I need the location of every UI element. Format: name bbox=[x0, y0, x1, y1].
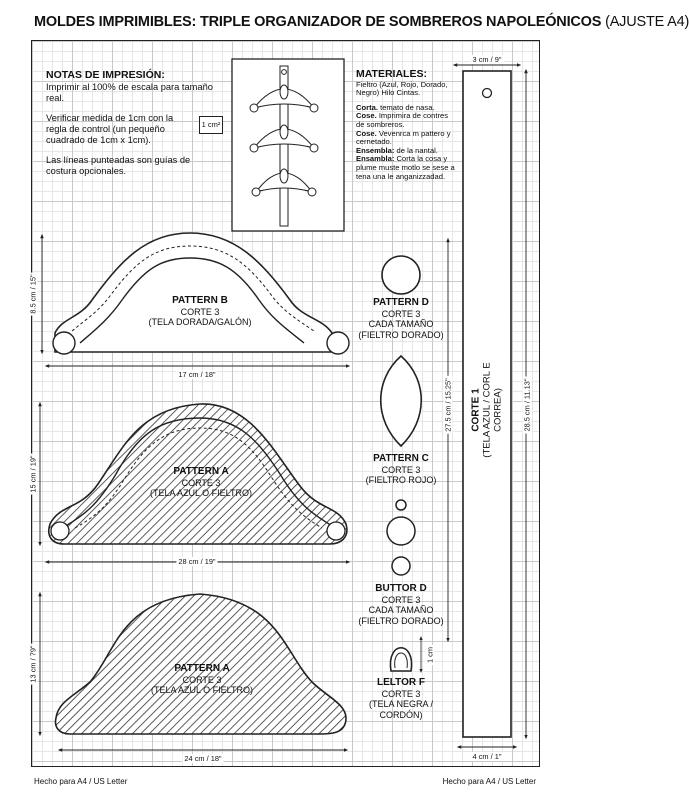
pattern-a-bottom-width: 24 cm / 18" bbox=[184, 754, 222, 763]
materials-step: Ensembla: de la nantal. bbox=[356, 145, 438, 155]
pattern-b-label: PATTERN B CORTE 3 (TELA DORADA/GALÓN) bbox=[148, 295, 252, 327]
pattern-a-bottom-label: PATTERN A CORTE 3 (TELA AZUL O FIELTRO) bbox=[150, 663, 254, 695]
strap-label: CORTE 1 (TELA AZUL / CORL E CORREA) bbox=[470, 362, 504, 458]
print-notes-heading: NOTAS DE IMPRESIÓN: bbox=[46, 69, 165, 81]
pattern-d-label: PATTERN D CORTE 3 CADA TAMAÑO (FIELTRO DORADO) bbox=[358, 297, 444, 340]
pattern-b-height: 8.5 cm / 15" bbox=[28, 274, 38, 314]
pattern-f-size: 1 cm bbox=[425, 646, 435, 664]
strap-top-width: 3 cm / 9" bbox=[472, 55, 502, 64]
pattern-b-width: 17 cm / 18" bbox=[178, 370, 216, 379]
hat-organizer-illustration bbox=[232, 59, 344, 231]
print-notes-scale: Imprimir al 100% de escala para tamaño real. bbox=[46, 82, 213, 103]
materials bbox=[356, 70, 456, 181]
pattern-c-shape bbox=[381, 356, 422, 446]
materials-heading: MATERIALES: bbox=[356, 68, 427, 80]
materials-step: Ensambla: Corta la cosa y plume muste motlo se sese a tena una le anganizzadad. bbox=[356, 154, 455, 181]
button-d-shapes bbox=[387, 500, 415, 575]
pattern-f-label: LELTOR F CORTE 3 (TELA NEGRA / CORDÓN) bbox=[368, 677, 434, 720]
materials-step: Cose. Imprimira de contres de sombreros. bbox=[356, 111, 449, 129]
pattern-a-bottom-height: 13 cm / 79" bbox=[28, 645, 38, 683]
pattern-c-label: PATTERN C CORTE 3 (FIELTRO ROJO) bbox=[365, 453, 437, 485]
print-notes bbox=[46, 70, 216, 186]
pattern-b-shape bbox=[53, 233, 349, 354]
title-sub: (AJUSTE A4) bbox=[605, 14, 689, 30]
pattern-a-top-width: 28 cm / 19" bbox=[178, 557, 216, 566]
print-notes-verify: Verificar medida de 1cm con la regla de control (un pequeño cuadrado de 1cm x 1cm). bbox=[46, 113, 174, 145]
materials-step: Cose. Vevenrca m pattero y cernetado. bbox=[356, 128, 451, 147]
strap-bottom-width: 4 cm / 1" bbox=[472, 752, 502, 761]
footer-left: Hecho para A4 / US Letter bbox=[34, 777, 128, 786]
materials-list: Fieltro (Azul, Rojo, Dorado, Negro) Hilo Cintas. bbox=[356, 79, 448, 98]
strap-length-right: 28.5 cm / 11.13" bbox=[522, 378, 532, 432]
materials-step: Corta. temato de nasa. bbox=[356, 102, 435, 112]
pattern-a-top-label: PATTERN A CORTE 3 (TELA AZUL O FIELTRO) bbox=[149, 466, 253, 498]
button-d-label: BUTTOR D CORTE 3 CADA TAMAÑO (FIELTRO DORADO) bbox=[358, 583, 444, 626]
pattern-a-top-height: 15 cm / 19" bbox=[28, 455, 38, 493]
pattern-f-shape bbox=[390, 648, 411, 671]
strap-length-left: 27.5 cm / 15.25" bbox=[443, 378, 453, 432]
footer-right: Hecho para A4 / US Letter bbox=[442, 777, 536, 786]
pattern-d-shape bbox=[382, 256, 420, 294]
title-main: MOLDES IMPRIMIBLES: TRIPLE ORGANIZADOR DE SOMBREROS NAPOLEÓNICOS bbox=[34, 14, 602, 30]
control-square: 1 cm² bbox=[199, 116, 223, 134]
print-notes-seams: Las líneas punteadas son guías de costura opcionales. bbox=[46, 155, 191, 176]
